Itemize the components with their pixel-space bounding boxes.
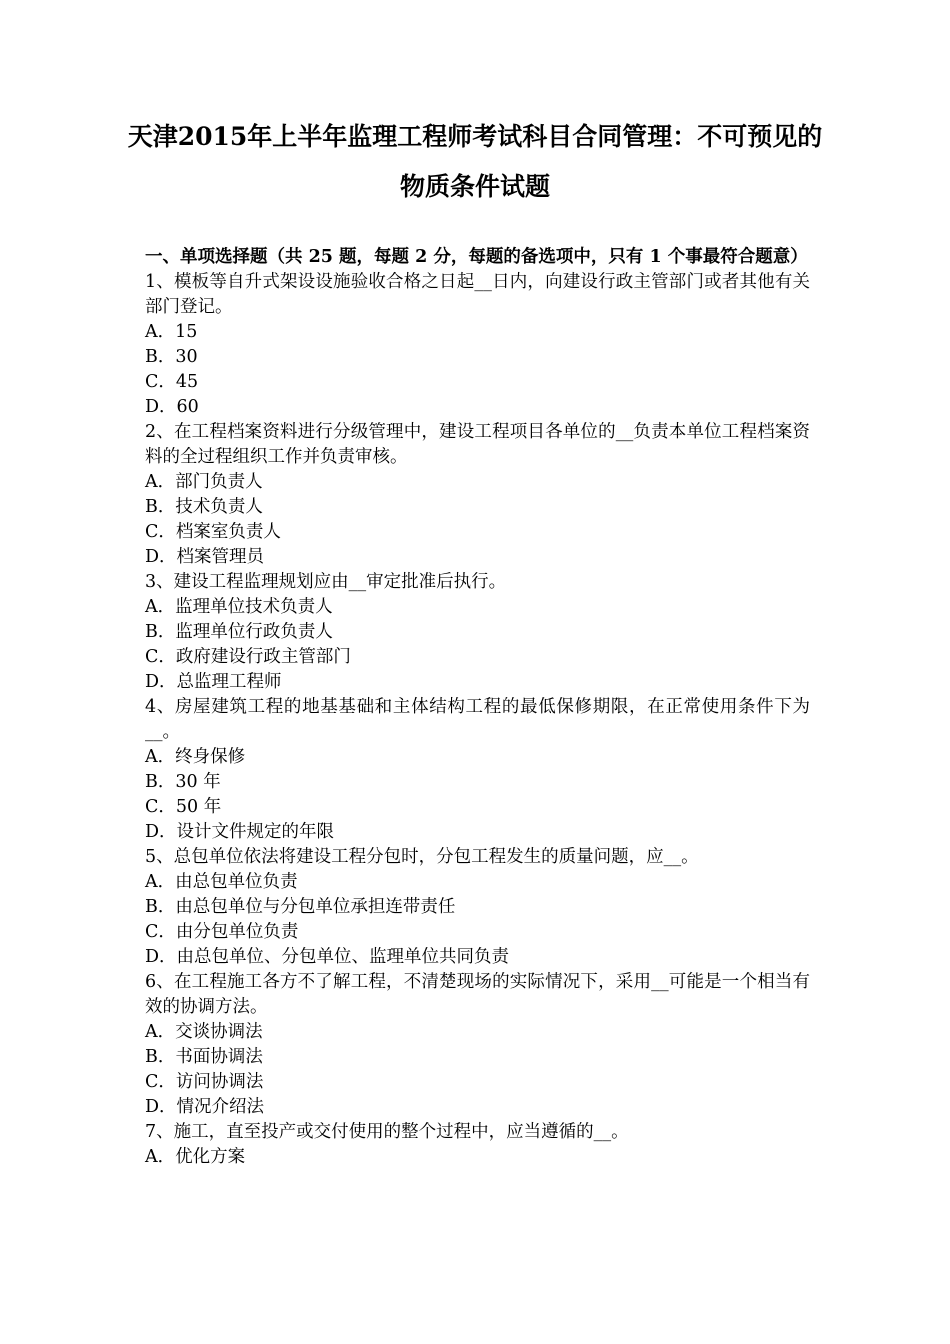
question-text: 7、施工，直至投产或交付使用的整个过程中，应当遵循的__。 [145,1122,629,1142]
question-text: 1、模板等自升式架设设施验收合格之日起__日内，向建设行政主管部门或者其他有关部门登记。 [145,272,810,317]
option-c: C．45 [145,372,199,392]
question-4 [145,695,810,845]
question-text: 3、建设工程监理规划应由__审定批准后执行。 [145,572,507,592]
question-5 [145,845,810,970]
option-b: B．书面协调法 [145,1047,263,1067]
question-text: 5、总包单位依法将建设工程分包时，分包工程发生的质量问题，应__。 [145,847,699,867]
document-body [145,245,810,1170]
question-2 [145,420,810,570]
question-text: 2、在工程档案资料进行分级管理中，建设工程项目各单位的__负责本单位工程档案资料的全过程组织工作并负责审核。 [145,422,810,467]
question-7 [145,1120,810,1170]
section-heading: 一、单项选择题（共 25 题，每题 2 分，每题的备选项中，只有 1 个事最符合题意） [145,247,808,267]
option-a: A．部门负责人 [145,472,263,492]
option-a: A．监理单位技术负责人 [145,597,333,617]
option-d: D．总监理工程师 [145,672,282,692]
question-1 [145,270,810,420]
question-3 [145,570,810,695]
option-b: B．由总包单位与分包单位承担连带责任 [145,897,456,917]
option-d: D．60 [145,397,199,417]
option-b: B．技术负责人 [145,497,263,517]
option-c: C．政府建设行政主管部门 [145,647,351,667]
option-c: C．档案室负责人 [145,522,281,542]
option-a: A．15 [145,322,198,342]
option-b: B．监理单位行政负责人 [145,622,333,642]
option-c: C．访问协调法 [145,1072,264,1092]
question-text: 6、在工程施工各方不了解工程，不清楚现场的实际情况下，采用__可能是一个相当有效的协调方法。 [145,972,810,1017]
option-c: C．由分包单位负责 [145,922,299,942]
option-b: B．30 [145,347,198,367]
question-6 [145,970,810,1120]
option-d: D．情况介绍法 [145,1097,265,1117]
option-a: A．交谈协调法 [145,1022,263,1042]
option-d: D．档案管理员 [145,547,265,567]
document-title: 天津2015年上半年监理工程师考试科目合同管理：不可预见的物质条件试题 [127,122,823,201]
question-text: 4、房屋建筑工程的地基基础和主体结构工程的最低保修期限，在正常使用条件下为__。 [145,697,810,742]
option-b: B．30 年 [145,772,221,792]
option-d: D．设计文件规定的年限 [145,822,335,842]
option-a: A．由总包单位负责 [145,872,298,892]
option-d: D．由总包单位、分包单位、监理单位共同负责 [145,947,510,967]
option-a: A．优化方案 [145,1147,246,1167]
option-a: A．终身保修 [145,747,246,767]
option-c: C．50 年 [145,797,222,817]
